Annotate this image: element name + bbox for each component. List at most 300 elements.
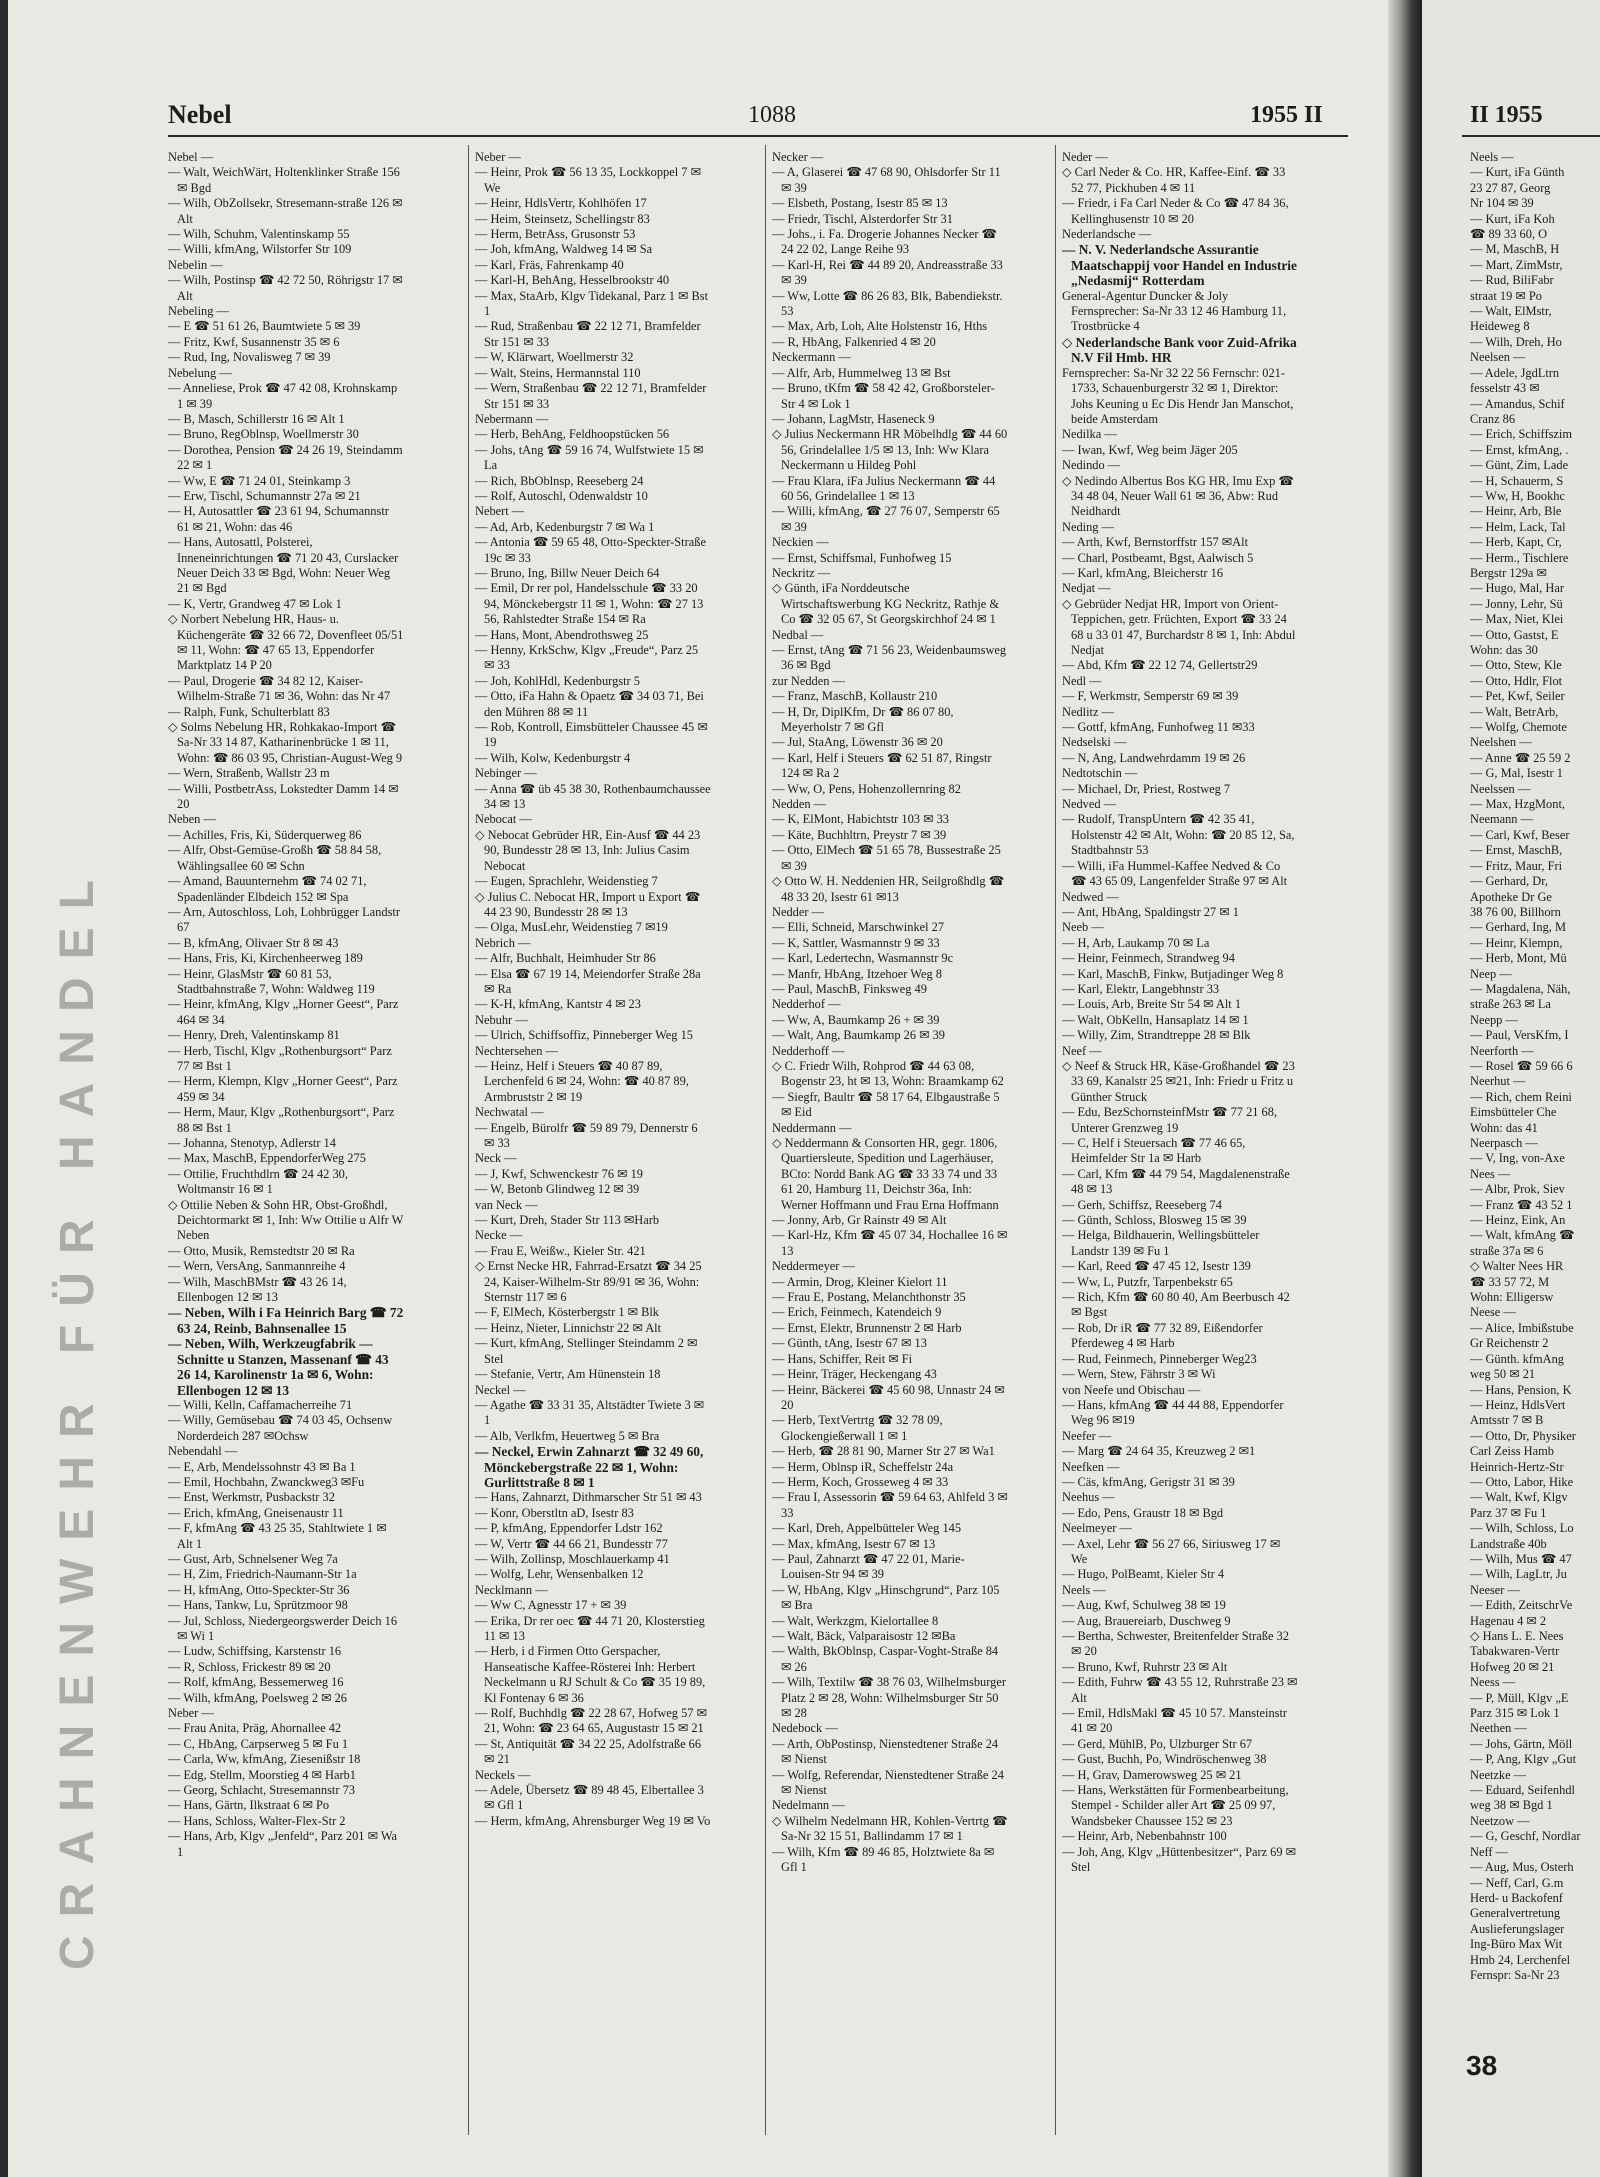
directory-entry: — Alfr, Arb, Hummelweg 13 ✉ Bst (772, 365, 951, 380)
directory-entry: — Helga, Bildhauerin, Wellingsbütteler Landstr 139 ✉ Fu 1 (1062, 1228, 1260, 1258)
directory-entry: — Abd, Kfm ☎ 22 12 74, Gellertstr29 (1062, 658, 1258, 673)
directory-entry: Neckien — (772, 535, 829, 550)
directory-entry: — Wilh, Textilw ☎ 38 76 03, Wilhelmsburger Platz 2 ✉ 28, Wohn: Wilhelmsburger Str 50 ✉ 28 (772, 1675, 1006, 1721)
directory-entry: Neddermeyer — (772, 1259, 855, 1274)
directory-entry: ◇ Günth, iFa Norddeutsche Wirtschaftswerbung KG Neckritz, Rathje & Co ☎ 32 05 67, St Georgskirchhof 24 ✉ 1 (772, 581, 999, 627)
directory-entry: — Engelb, Bürolfr ☎ 59 89 79, Dennerstr 6 ✉ 33 (475, 1120, 698, 1150)
facing-page-line: Neels — (1470, 150, 1514, 164)
facing-page-line: Neerhut — (1470, 1074, 1526, 1089)
directory-entry: — Bertha, Schwester, Breitenfelder Straße 32 ✉ 20 (1062, 1629, 1289, 1659)
library-stamp (46, 150, 116, 1970)
directory-entry: Nedselski — (1062, 735, 1127, 750)
directory-entry: Neelmeyer — (1062, 1521, 1132, 1536)
directory-entry: — Wern, VersAng, Sanmannreihe 4 (168, 1259, 346, 1274)
directory-entry: — Walt, WeichWärt, Holtenklinker Straße 156 ✉ Bgd (168, 165, 400, 195)
facing-page-line: — Herb, Mont, Mü (1470, 951, 1567, 966)
directory-entry: Neber — (168, 1706, 214, 1721)
facing-page-line: — Mart, ZimMstr, (1470, 257, 1563, 272)
directory-entry: — Heim, Steinsetz, Schellingstr 83 (475, 211, 650, 226)
directory-entry: — Axel, Lehr ☎ 56 27 66, Siriusweg 17 ✉ We (1062, 1536, 1281, 1566)
directory-entry: — Edu, BezSchornsteinfMstr ☎ 77 21 68, Unterer Grenzweg 19 (1062, 1105, 1278, 1135)
directory-entry: — P, kfmAng, Eppendorfer Ldstr 162 (475, 1521, 663, 1536)
directory-entry: — Olga, MusLehr, Weidenstieg 7 ✉19 (475, 920, 668, 935)
facing-page-line: Herd- u Backofenf (1470, 1890, 1563, 1905)
directory-entry: Neehus — (1062, 1490, 1115, 1505)
directory-entry: — Dorothea, Pension ☎ 24 26 19, Steindamm 22 ✉ 1 (168, 442, 403, 473)
directory-entry: — Karl, Fräs, Fahrenkamp 40 (475, 257, 624, 272)
facing-page-line: — Kurt, iFa Koh (1470, 211, 1555, 226)
directory-entry: — Wilh, Postinsp ☎ 42 72 50, Röhrigstr 17 ✉ Alt (168, 273, 403, 303)
directory-entry: — Herb, BehAng, Feldhoopstücken 56 (475, 427, 670, 442)
facing-page-line: 23 27 87, Georg (1470, 180, 1551, 195)
directory-entry: Neckritz — (772, 565, 831, 580)
facing-page-line: Carl Zeiss Hamb (1470, 1444, 1554, 1459)
directory-entry: — Cäs, kfmAng, Gerigstr 31 ✉ 39 (1062, 1474, 1235, 1489)
facing-page-line: — Heinr, Arb, Ble (1470, 504, 1562, 519)
facing-page-line: — Wilh, Schloss, Lo (1470, 1521, 1574, 1536)
directory-entry: — Heinz, Helf i Steuers ☎ 40 87 89, Lerchenfeld 6 ✉ 24, Wohn: ☎ 40 87 89, Armbruststr 2 ✉ 19 (475, 1058, 689, 1104)
facing-page-line: — Kurt, iFa Günth (1470, 165, 1565, 180)
directory-entry: ◇ Ernst Necke HR, Fahrrad-Ersatzt ☎ 34 25 24, Kaiser-Wilhelm-Str 89/91 ✉ 36, Wohn: Sternstr 117 ✉ 6 (475, 1259, 702, 1305)
directory-entry: — H, Grav, Damerowsweg 25 ✉ 21 (1062, 1767, 1242, 1782)
facing-page-line: weg 50 ✉ 21 (1470, 1367, 1536, 1382)
directory-entry: Neef — (1062, 1043, 1102, 1058)
directory-entry: — Ernst, Schiffsmal, Funhofweg 15 (772, 550, 952, 565)
directory-entry: — Walth, BkOblnsp, Caspar-Voght-Straße 84 ✉ 26 (772, 1644, 999, 1674)
facing-page-line: — Adele, JgdLtrn (1470, 365, 1560, 380)
facing-page-line: — Jonny, Lehr, Sü (1470, 596, 1563, 611)
directory-entry: — Neben, Wilh, Werkzeugfabrik — Schnitte u Stanzen, Massenanf ☎ 43 26 14, Karolinenstr 1a ✉ 6, Wohn: Ellenbogen 12 ✉ 13 (168, 1336, 389, 1398)
directory-entry: — Rich, BbOblnsp, Reeseberg 24 (475, 473, 644, 488)
directory-entry: — Heinr, kfmAng, Klgv „Horner Geest“, Parz 464 ✉ 34 (168, 997, 399, 1027)
directory-entry: — Karl, Dreh, Appelbütteler Weg 145 (772, 1521, 962, 1536)
directory-entry: — Hans, Fris, Ki, Kirchenheerweg 189 (168, 951, 363, 966)
facing-page-line: Neethen — (1470, 1721, 1527, 1736)
column-divider (765, 145, 766, 2135)
directory-entry: — Johann, LagMstr, Haseneck 9 (772, 411, 935, 426)
facing-page-line: Parz 315 ✉ Lok 1 (1470, 1706, 1560, 1721)
directory-entry: — Heinz, Nieter, Linnichstr 22 ✉ Alt (475, 1320, 662, 1335)
directory-entry: — J, Kwf, Schwenckestr 76 ✉ 19 (475, 1166, 643, 1181)
directory-entry: — B, Masch, Schillerstr 16 ✉ Alt 1 (168, 411, 345, 426)
directory-entry: — Heinr, Prok ☎ 56 13 35, Lockkoppel 7 ✉ We (475, 165, 701, 195)
directory-entry: — Wolfg, Lehr, Wensenbalken 12 (475, 1567, 644, 1582)
facing-page-line: — Günth. kfmAng (1470, 1351, 1564, 1366)
directory-entry: — Henry, Dreh, Valentinskamp 81 (168, 1028, 340, 1043)
directory-entry: — E ☎ 51 61 26, Baumtwiete 5 ✉ 39 (168, 319, 361, 334)
directory-entry: — Rudolf, TranspUntern ☎ 42 35 41, Holstenstr 42 ✉ Alt, Wohn: ☎ 20 85 12, Sa, Stadtbahnstr 53 (1062, 812, 1295, 858)
directory-entry: Nedderhof — (772, 997, 841, 1012)
facing-page-line: — Max, Niet, Klei (1470, 612, 1564, 627)
directory-entry: — Karl, Reed ☎ 47 45 12, Isestr 139 (1062, 1259, 1251, 1274)
directory-entry: Nedilka — (1062, 427, 1117, 442)
directory-entry: — Willy, Zim, Strandtreppe 28 ✉ Blk (1062, 1028, 1251, 1043)
directory-entry: — Agathe ☎ 33 31 35, Altstädter Twiete 3 ✉ 1 (475, 1397, 705, 1428)
directory-entry: — Gerh, Schiffsz, Reeseberg 74 (1062, 1197, 1222, 1212)
facing-page-line: Parz 37 ✉ Fu 1 (1470, 1505, 1547, 1520)
directory-entry: — Bruno, Kwf, Ruhrstr 23 ✉ Alt (1062, 1659, 1228, 1674)
directory-entry: — Frau I, Assessorin ☎ 59 64 63, Ahlfeld 3 ✉ 33 (772, 1490, 1008, 1520)
directory-entry: zur Nedden — (772, 673, 845, 688)
facing-page-line: — Otto, Hdlr, Flot (1470, 673, 1563, 688)
directory-entry: — Frau E, Postang, Melanchthonstr 35 (772, 1290, 966, 1305)
directory-page (8, 0, 1416, 2177)
directory-entry: Neckermann — (772, 350, 851, 365)
directory-entry: ◇ Ottilie Neben & Sohn HR, Obst-Großhdl, Deichtormarkt ✉ 1, Inh: Ww Ottilie u Alfr W Neben (168, 1197, 404, 1243)
directory-entry: — A, Glaserei ☎ 47 68 90, Ohlsdorfer Str 11 ✉ 39 (772, 165, 1001, 195)
directory-entry: Nebinger — (475, 766, 537, 781)
facing-page-line: Tabakwaren-Vertr (1470, 1644, 1560, 1659)
directory-entry: Neckels — (475, 1767, 531, 1782)
facing-page-line: — Gerhard, Dr, (1470, 874, 1548, 889)
directory-entry: — Hans, Autosattl, Polsterei, Inneneinrichtungen ☎ 71 20 43, Curslacker Neuer Deich 33 ✉ Bgd, Wohn: Neuer Weg 21 ✉ Bgd (168, 535, 399, 596)
directory-entry: — Jul, Schloss, Niedergeorgswerder Deich 16 ✉ Wi 1 (168, 1613, 398, 1643)
facing-page-line: Hagenau 4 ✉ 2 (1470, 1613, 1547, 1628)
directory-entry: — Herb, ☎ 28 81 90, Marner Str 27 ✉ Wa1 (772, 1444, 995, 1459)
facing-page-line: — Helm, Lack, Tal (1470, 519, 1566, 534)
facing-page-line: Eimsbütteler Che (1470, 1105, 1557, 1120)
directory-entry: — Hans, Arb, Klgv „Jenfeld“, Parz 201 ✉ Wa 1 (168, 1829, 398, 1859)
facing-page-line: — Herb, Kapt, Cr, (1470, 535, 1562, 550)
facing-page-line: ◇ Walter Nees HR (1470, 1259, 1564, 1274)
directory-entry: — Ww, Lotte ☎ 86 26 83, Blk, Babendiekstr. 53 (772, 288, 1003, 319)
directory-entry: — Karl, Ledertechn, Wasmannstr 9c (772, 951, 954, 966)
facing-page-line: Nees — (1470, 1166, 1511, 1181)
directory-entry: — Heinr, Träger, Heckengang 43 (772, 1367, 937, 1382)
facing-page-line: Hmb 24, Lerchenfel (1470, 1952, 1571, 1967)
directory-entry: — Herm, Koch, Grosseweg 4 ✉ 33 (772, 1474, 949, 1489)
facing-page-header: II 1955 (1470, 102, 1543, 128)
directory-entry: — Alfr, Buchhalt, Heimhuder Str 86 (475, 951, 656, 966)
directory-entry: — Herm, kfmAng, Ahrensburger Weg 19 ✉ Vo (475, 1813, 711, 1828)
directory-entry: — Anneliese, Prok ☎ 47 42 08, Krohnskamp 1 ✉ 39 (168, 381, 398, 411)
directory-entry: — Elsa ☎ 67 19 14, Meiendorfer Straße 28a ✉ Ra (475, 966, 701, 996)
directory-entry: — Rolf, kfmAng, Bessemerweg 16 (168, 1675, 344, 1690)
facing-page-line: ☎ 33 57 72, M (1470, 1274, 1550, 1289)
directory-entry: — K, Sattler, Wasmannstr 9 ✉ 33 (772, 935, 940, 950)
directory-entry: — Günth, tAng, Isestr 67 ✉ 13 (772, 1336, 927, 1351)
directory-entry: — Armin, Drog, Kleiner Kielort 11 (772, 1274, 948, 1289)
directory-entry: — Rud, Feinmech, Pinneberger Weg23 (1062, 1351, 1257, 1366)
directory-entry: — Walt, Bäck, Valparaisostr 12 ✉Ba (772, 1629, 956, 1643)
directory-entry: ◇ Norbert Nebelung HR, Haus- u. Küchengeräte ☎ 32 66 72, Dovenfleet 05/51 ✉ 11, Wohn: ☎ 47 65 13, Eppendorfer Marktplatz 14 P 20 (168, 612, 404, 673)
directory-entry: — Bruno, tKfm ☎ 58 42 42, Großborsteler-Str 4 ✉ Lok 1 (772, 381, 995, 411)
directory-entry: — Willy, Gemüsebau ☎ 74 03 45, Ochsenw Norderdeich 287 ✉Ochsw (168, 1413, 393, 1443)
facing-page-line: — Heinr, Klempn, (1470, 935, 1563, 950)
facing-page-line: — Eduard, Seifenhdl (1470, 1783, 1575, 1798)
directory-entry: ◇ Neddermann & Consorten HR, gegr. 1806, Quartiersleute, Spedition und Lagerhäuser, BCto: Nordd Bank AG ☎ 33 33 74 und 33 61 20, Hamburg 11, Deichstr 36a, Inh: Werner Hoffmann und Frau Erna Hoffmann (772, 1136, 999, 1212)
directory-entry: — Wilh, kfmAng, Poelsweg 2 ✉ 26 (168, 1690, 347, 1705)
directory-entry: — Anna ☎ üb 45 38 30, Rothenbaumchaussee 34 ✉ 13 (475, 781, 711, 812)
directory-entry: — Otto, Musik, Remstedtstr 20 ✉ Ra (168, 1243, 355, 1258)
directory-entry: Nedder — (772, 904, 824, 919)
directory-entry: — Erika, Dr rer oec ☎ 44 71 20, Klosterstieg 11 ✉ 13 (475, 1613, 705, 1643)
directory-entry: — Paul, Drogerie ☎ 34 82 12, Kaiser-Wilhelm-Straße 71 ✉ 36, Wohn: das Nr 47 (168, 673, 391, 704)
directory-entry: — Herm, Oblnsp iR, Scheffelstr 24a (772, 1459, 954, 1474)
directory-entry: — Neckel, Erwin Zahnarzt ☎ 32 49 60, Mönckebergstraße 22 ✉ 1, Wohn: Gurlittstraße 8 ✉ 1 (475, 1444, 704, 1490)
facing-page-line: — Hugo, Mal, Har (1470, 581, 1564, 596)
directory-entry: — Wern, Stew, Fährstr 3 ✉ Wi (1062, 1367, 1216, 1382)
facing-page-line: — Ww, H, Bookhc (1470, 488, 1565, 503)
header-page-number: 1088 (748, 102, 796, 128)
facing-page-line: Neelssen — (1470, 781, 1531, 796)
directory-entry: Neels — (1062, 1582, 1106, 1597)
directory-entry: — Louis, Arb, Breite Str 54 ✉ Alt 1 (1062, 997, 1242, 1012)
directory-entry: — Ludw, Schiffsing, Karstenstr 16 (168, 1644, 342, 1659)
facing-page-line: Neepp — (1470, 1012, 1518, 1027)
facing-page-line: Fernspr: Sa-Nr 23 (1470, 1967, 1560, 1982)
directory-entry: — Stefanie, Vertr, Am Hünenstein 18 (475, 1367, 661, 1382)
facing-page-line: Wohn: das 41 (1470, 1120, 1538, 1135)
directory-entry: — H, Autosattler ☎ 23 61 94, Schumannstr 61 ✉ 21, Wohn: das 46 (168, 504, 389, 534)
directory-entry: — Kurt, kfmAng, Stellinger Steindamm 2 ✉ Stel (475, 1336, 698, 1366)
directory-entry: Neding — (1062, 519, 1114, 534)
facing-page-line: — G, Mal, Isestr 1 (1470, 766, 1563, 781)
facing-page-line: — V, Ing, von-Axe (1470, 1151, 1565, 1166)
directory-entry: — Edo, Pens, Graustr 18 ✉ Bgd (1062, 1505, 1224, 1520)
facing-page-line: Auslieferungslager (1470, 1921, 1565, 1936)
directory-entry: — Alfr, Obst-Gemüse-Großh ☎ 58 84 58, Wählingsallee 60 ✉ Schn (168, 843, 382, 873)
facing-page-line: — Carl, Kwf, Beser (1470, 827, 1570, 842)
facing-page-line: Neemann — (1470, 812, 1533, 827)
facing-page-line: Neeser — (1470, 1582, 1520, 1597)
facing-page-line: — Aug, Mus, Osterh (1470, 1860, 1574, 1875)
facing-page-line: Heideweg 8 (1470, 319, 1530, 334)
directory-entry: — Gust, Buchh, Po, Windröschenweg 38 (1062, 1752, 1267, 1767)
directory-entry: — Ww C, Agnesstr 17 + ✉ 39 (475, 1598, 627, 1613)
header-catchword: Nebel (168, 100, 232, 129)
directory-entry: — Edith, Fuhrw ☎ 43 55 12, Ruhrstraße 23 ✉ Alt (1062, 1675, 1298, 1705)
directory-entry: — Hans, Tankw, Lu, Sprützmoor 98 (168, 1598, 348, 1613)
directory-entry: — Rob, Dr iR ☎ 77 32 89, Eißendorfer Pferdeweg 4 ✉ Harb (1062, 1320, 1263, 1351)
facing-header-rule (1462, 135, 1600, 137)
directory-entry: — E, Arb, Mendelssohnstr 43 ✉ Ba 1 (168, 1459, 356, 1474)
directory-entry: — Rolf, Autoschl, Odenwaldstr 10 (475, 488, 648, 503)
directory-entry: Nebelin — (168, 257, 223, 272)
facing-page-line: — Rud, BiliFabr (1470, 273, 1554, 288)
directory-entry: ◇ Solms Nebelung HR, Rohkakao-Import ☎ Sa-Nr 33 14 87, Katharinenbrücke 1 ✉ 11, Wohn: ☎ 86 03 95, Christian-August-Weg 9 (168, 720, 403, 765)
directory-entry: — Hans, Gärtn, Ilkstraat 6 ✉ Po (168, 1798, 330, 1813)
page-header (8, 100, 1416, 140)
directory-entry: — Aug, Brauereiarb, Duschweg 9 (1062, 1613, 1231, 1628)
facing-page-line: Amtsstr 7 ✉ B (1470, 1413, 1544, 1428)
facing-page-line: Ing-Büro Max Wit (1470, 1937, 1563, 1952)
directory-entry: Neber — (475, 150, 521, 164)
directory-entry: ◇ Nedindo Albertus Bos KG HR, Imu Exp ☎ 34 48 04, Neuer Wall 61 ✉ 36, Abw: Rud Neidhardt (1062, 473, 1294, 519)
directory-entry: Neddermann — (772, 1120, 852, 1135)
directory-entry: — Willi, PostbetrAss, Lokstedter Damm 14 ✉ 20 (168, 781, 399, 812)
facing-page-line: — Amandus, Schif (1470, 396, 1565, 411)
directory-entry: Nebrich — (475, 935, 531, 950)
directory-entry: — W, HbAng, Klgv „Hinschgrund“, Parz 105 ✉ Bra (772, 1582, 1000, 1613)
directory-entry: — Paul, MaschB, Finksweg 49 (772, 981, 927, 996)
directory-entry: ◇ Otto W. H. Neddenien HR, Seilgroßhdlg ☎ 48 33 20, Isestr 61 ✉13 (772, 874, 1005, 904)
facing-page-line: — Pet, Kwf, Seiler (1470, 689, 1565, 704)
facing-page-line: — Heinz, Eink, An (1470, 1213, 1566, 1228)
directory-entry: — Michael, Dr, Priest, Rostweg 7 (1062, 781, 1231, 796)
facing-page-line: fesselstr 43 ✉ (1470, 381, 1540, 396)
facing-page-line: Apotheke Dr Ge (1470, 889, 1552, 904)
directory-entry: — Marg ☎ 24 64 35, Kreuzweg 2 ✉1 (1062, 1444, 1256, 1459)
directory-entry: — Kurt, Dreh, Stader Str 113 ✉Harb (475, 1213, 660, 1228)
directory-entry: — F, ElMech, Kösterbergstr 1 ✉ Blk (475, 1305, 659, 1320)
facing-page-line: straat 19 ✉ Po (1470, 288, 1542, 303)
directory-entry: — Alb, Verlkfm, Heuertweg 5 ✉ Bra (475, 1428, 660, 1443)
directory-entry: Nedbal — (772, 627, 824, 642)
directory-entry: — H, Arb, Laukamp 70 ✉ La (1062, 935, 1210, 950)
directory-entry: — Max, kfmAng, Isestr 67 ✉ 13 (772, 1536, 936, 1551)
facing-page-number: 38 (1466, 2050, 1498, 2081)
facing-page-line: — Otto, Gastst, E (1470, 627, 1559, 642)
directory-entry: — Erw, Tischl, Schumannstr 27a ✉ 21 (168, 488, 361, 503)
directory-entry: — Neben, Wilh i Fa Heinrich Barg ☎ 72 63 24, Reinb, Bahnsenallee 15 (168, 1305, 404, 1336)
column-3 (772, 150, 1008, 2140)
directory-entry: — Wilh, Kolw, Kedenburgstr 4 (475, 750, 631, 765)
directory-entry: — Ernst, tAng ☎ 71 56 23, Weidenbaumsweg 36 ✉ Bgd (772, 643, 1007, 673)
directory-entry: — Rich, Kfm ☎ 60 80 40, Am Beerbusch 42 ✉ Bgst (1062, 1290, 1290, 1320)
directory-entry: von Neefe und Obischau — (1062, 1382, 1201, 1397)
directory-entry: — Gerd, MühlB, Po, Ulzburger Str 67 (1062, 1736, 1253, 1751)
directory-entry: — W, Vertr ☎ 44 66 21, Bundesstr 77 (475, 1536, 668, 1551)
directory-entry: Nebert — (475, 504, 525, 519)
facing-page-line: — Magdalena, Näh, (1470, 981, 1571, 996)
directory-entry: Nedved — (1062, 797, 1117, 812)
facing-page-line: — Wilh, LagLtr, Ju (1470, 1567, 1567, 1582)
facing-page-line: Neep — (1470, 966, 1512, 981)
facing-page-line: — Hans, Pension, K (1470, 1382, 1572, 1397)
directory-entry: — Otto, ElMech ☎ 51 65 78, Bussestraße 25 ✉ 39 (772, 843, 1001, 873)
directory-entry: — K, ElMont, Habichtstr 103 ✉ 33 (772, 812, 949, 827)
header-rule (168, 135, 1348, 137)
column-divider (1055, 145, 1056, 2135)
facing-page-line: — Anne ☎ 25 59 2 (1470, 750, 1571, 765)
facing-page-line: — Franz ☎ 43 52 1 (1470, 1197, 1573, 1212)
facing-page-line: — Otto, Stew, Kle (1470, 658, 1562, 673)
facing-page-line: straße 263 ✉ La (1470, 997, 1551, 1012)
directory-entry: — Frau Anita, Präg, Ahornallee 42 (168, 1721, 342, 1736)
directory-entry: — Friedr, Tischl, Alsterdorfer Str 31 (772, 211, 953, 226)
directory-entry: — Bruno, Ing, Billw Neuer Deich 64 (475, 565, 660, 580)
directory-entry: — Bruno, RegOblnsp, Woellmerstr 30 (168, 427, 359, 442)
directory-entry: Nedebock — (772, 1721, 838, 1736)
column-4 (1062, 150, 1298, 2140)
directory-entry: — Wilh, Zollinsp, Moschlauerkamp 41 (475, 1551, 670, 1566)
directory-entry: Nedwed — (1062, 889, 1119, 904)
directory-entry: — Hans, Mont, Abendrothsweg 25 (475, 627, 649, 642)
directory-entry: — Wolfg, Referendar, Nienstedtener Straße 24 ✉ Nienst (772, 1767, 1004, 1798)
directory-entry: Nedindo — (1062, 458, 1121, 473)
directory-entry: — Ulrich, Schiffsoffiz, Pinneberger Weg 15 (475, 1028, 693, 1043)
directory-entry: — K-H, kfmAng, Kantstr 4 ✉ 23 (475, 997, 641, 1012)
facing-page (1422, 0, 1600, 2177)
directory-entry: — Jul, StaAng, Löwenstr 36 ✉ 20 (772, 735, 943, 750)
column-2 (475, 150, 711, 2140)
directory-entry: Nedden — (772, 797, 827, 812)
directory-entry: — Herb, Tischl, Klgv „Rothenburgsort“ Parz 77 ✉ Bst 1 (168, 1043, 392, 1073)
facing-page-line: — P, Müll, Klgv „E (1470, 1690, 1569, 1705)
directory-entry: — Frau E, Weißw., Kieler Str. 421 (475, 1243, 646, 1258)
facing-page-line: — Wilh, Dreh, Ho (1470, 334, 1562, 349)
directory-entry: — St, Antiquität ☎ 34 22 25, Adolfstraße 66 ✉ 21 (475, 1736, 702, 1767)
directory-entry: — Arth, ObPostinsp, Nienstedtener Straße 24 ✉ Nienst (772, 1736, 999, 1767)
directory-entry: — Aug, Kwf, Schulweg 38 ✉ 19 (1062, 1598, 1226, 1613)
facing-page-line: Neelsen — (1470, 350, 1526, 365)
facing-page-line: — Edith, ZeitschrVe (1470, 1598, 1573, 1613)
directory-entry: — Carla, Ww, kfmAng, Ziesenißstr 18 (168, 1752, 361, 1767)
directory-entry: — Franz, MaschB, Kollaustr 210 (772, 689, 938, 704)
directory-entry: — Walt, Ang, Baumkamp 26 ✉ 39 (772, 1028, 945, 1043)
facing-page-line: Hofweg 20 ✉ 21 (1470, 1659, 1555, 1674)
facing-page-line: Neetzke — (1470, 1767, 1527, 1782)
facing-page-line: — Ernst, MaschB, (1470, 843, 1563, 858)
facing-page-line: — Rosel ☎ 59 66 6 (1470, 1058, 1573, 1073)
directory-entry: — Emil, Hochbahn, Zwanckweg3 ✉Fu (168, 1474, 365, 1489)
directory-entry: Nebeling — (168, 304, 229, 319)
header-year-volume: 1955 II (1250, 102, 1323, 128)
directory-entry: ◇ Julius C. Nebocat HR, Import u Export ☎ 44 23 90, Bundesstr 28 ✉ 13 (475, 889, 701, 919)
facing-page-line: Heinrich-Hertz-Str (1470, 1459, 1564, 1474)
facing-page-line: Landstraße 40b (1470, 1536, 1547, 1551)
directory-entry: ◇ Nederlandsche Bank voor Zuid-Afrika N.V Fil Hmb. HR (1062, 334, 1297, 366)
directory-entry: — Günth, Schloss, Blosweg 15 ✉ 39 (1062, 1213, 1247, 1228)
facing-page-line: Cranz 86 (1470, 411, 1516, 426)
directory-entry: ◇ Julius Neckermann HR Möbelhdlg ☎ 44 60 56, Grindelallee 1/5 ✉ 13, Inh: Ww Klara Neckermann u Hildeg Pohl (772, 427, 1008, 473)
facing-page-line: Generalvertretung (1470, 1906, 1561, 1921)
directory-entry: Neben — (168, 812, 216, 827)
directory-entry: Neeb — (1062, 920, 1104, 935)
facing-page-line: — Johs, Gärtn, Möll (1470, 1736, 1573, 1751)
directory-entry: — F, kfmAng ☎ 43 25 35, Stahltwiete 1 ✉ Alt 1 (168, 1521, 387, 1551)
facing-page-line: — Wolfg, Chemote (1470, 720, 1567, 735)
directory-entry: — Wern, Straßenbau ☎ 22 12 71, Bramfelder Str 151 ✉ 33 (475, 381, 707, 411)
directory-entry: Neefer — (1062, 1428, 1112, 1443)
directory-entry: ◇ Gebrüder Nedjat HR, Import von Orient-Teppichen, getr. Früchten, Export ☎ 33 24 68 u 33 01 47, Burchardstr 8 ✉ 1, Inh: Abdul Nedjat (1062, 596, 1296, 657)
facing-page-line: Wohn: das 30 (1470, 643, 1538, 657)
directory-entry: van Neck — (475, 1197, 538, 1212)
facing-page-line: Bergstr 129a ✉ (1470, 565, 1547, 580)
directory-entry: — Ww, L, Putzfr, Tarpenbekstr 65 (1062, 1274, 1233, 1289)
directory-entry: — Erich, Feinmech, Katendeich 9 (772, 1305, 942, 1320)
directory-entry: — Rolf, Buchhdlg ☎ 22 28 67, Hofweg 57 ✉ 21, Wohn: ☎ 23 64 65, Augustastr 15 ✉ 21 (475, 1706, 707, 1736)
directory-entry: — Max, MaschB, EppendorferWeg 275 (168, 1151, 366, 1166)
facing-page-line: — Herm., Tischlere (1470, 550, 1569, 565)
directory-entry: — H, kfmAng, Otto-Speckter-Str 36 (168, 1582, 350, 1597)
directory-entry: ◇ Neef & Struck HR, Käse-Großhandel ☎ 23 33 69, Kanalstr 25 ✉21, Inh: Friedr u Fritz u Günther Struck (1062, 1058, 1295, 1104)
facing-page-line: — Walt, Kwf, Klgv (1470, 1490, 1568, 1505)
directory-entry: Fernsprecher: Sa-Nr 32 22 56 Fernschr: 021-1733, Schauenburgerstr 32 ✉ 1, Direktor: Johs Keuning u Ec Dis Hendr Jan Manschot, beide Amsterdam (1062, 365, 1294, 426)
directory-entry: — Joh, KohlHdl, Kedenburgstr 5 (475, 673, 640, 688)
directory-entry: — Willi, Kelln, Caffamacherreihe 71 (168, 1397, 353, 1412)
facing-page-line: weg 38 ✉ Bgd 1 (1470, 1798, 1553, 1813)
facing-page-line: — Walt, kfmAng ☎ (1470, 1228, 1575, 1243)
directory-entry: — Ernst, Elektr, Brunnenstr 2 ✉ Harb (772, 1320, 962, 1335)
facing-page-line: — Günt, Zim, Lade (1470, 458, 1569, 473)
facing-page-line: — Alice, Imbißstube (1470, 1320, 1574, 1335)
directory-entry: — N, Ang, Landwehrdamm 19 ✉ 26 (1062, 750, 1246, 765)
directory-entry: — B, kfmAng, Olivaer Str 8 ✉ 43 (168, 935, 339, 950)
directory-entry: — Edg, Stellm, Moorstieg 4 ✉ Harb1 (168, 1767, 356, 1782)
directory-entry: Nedjat — (1062, 581, 1111, 596)
directory-entry: — Ottilie, Fruchthdlrn ☎ 24 42 30, Woltmanstr 16 ✉ 1 (168, 1166, 348, 1197)
directory-entry: — Emil, Dr rer pol, Handelsschule ☎ 33 20 94, Mönckebergstr 11 ✉ 1, Wohn: ☎ 27 13 56, Rahlstedter Straße 154 ✉ Ra (475, 581, 704, 627)
directory-entry: — N. V. Nederlandsche Assurantie Maatschappij voor Handel en Industrie „Nedasmij“ Rotterdam (1062, 242, 1297, 289)
directory-entry: — Hans, Schloss, Walter-Flex-Str 2 (168, 1813, 346, 1828)
directory-entry: ◇ Nebocat Gebrüder HR, Ein-Ausf ☎ 44 23 90, Bundesstr 28 ✉ 13, Inh: Julius Casim Nebocat (475, 827, 701, 873)
directory-entry: ◇ Wilhelm Nedelmann HR, Kohlen-Vertrtg ☎ Sa-Nr 32 15 51, Ballindamm 17 ✉ 1 (772, 1813, 1008, 1844)
facing-page-line: — Ernst, kfmAng, . (1470, 442, 1569, 457)
directory-entry: — Georg, Schlacht, Stresemannstr 73 (168, 1783, 355, 1798)
directory-entry: — Ant, HbAng, Spaldingstr 27 ✉ 1 (1062, 904, 1239, 919)
